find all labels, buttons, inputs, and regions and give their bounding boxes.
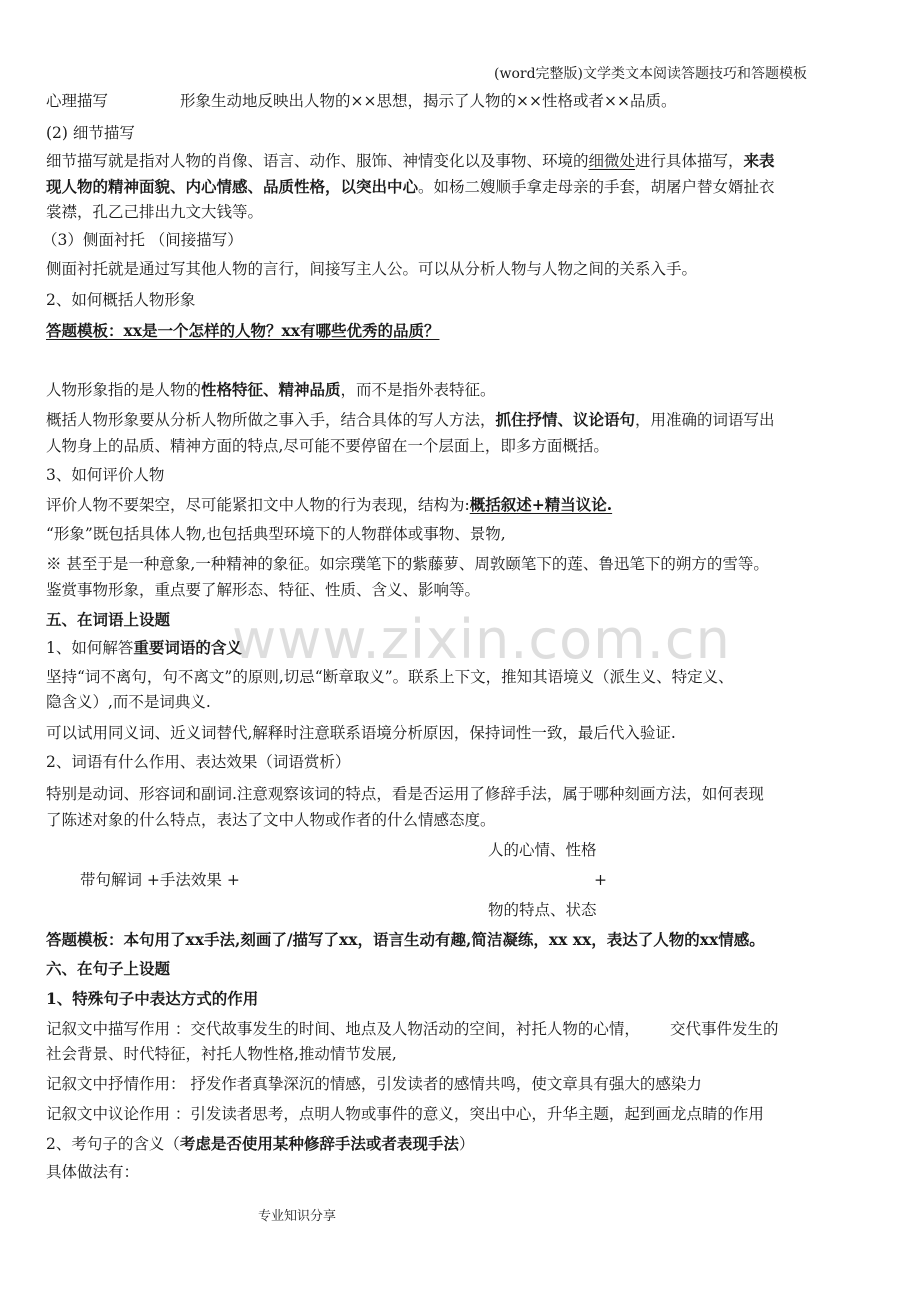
subheading: （3）侧面衬托 （间接描写） (42, 231, 243, 249)
subheading: 2、词语有什么作用、表达效果（词语赏析） (46, 753, 351, 771)
text-line: 坚持“词不离句，句不离文”的原则,切忌“断章取义”。联系上下文，推知其语境义（派生义、特定义、 (46, 668, 734, 686)
text-line: 侧面衬托就是通过写其他人物的言行，间接写主人公。可以从分析人物与人物之间的关系入手。 (46, 260, 698, 278)
text-line: 人物身上的品质、精神方面的特点,尽可能不要停留在一个层面上，即多方面概括。 (46, 437, 609, 455)
text-line: 心理描写 形象生动地反映出人物的××思想，揭示了人物的××性格或者××品质。 (46, 92, 677, 110)
text-line: 现人物的精神面貌、内心情感、品质性格，以突出中心。如杨二嫂顺手拿走母亲的手套，胡屠户替女婿扯衣 (46, 177, 775, 196)
text-line: 鉴赏事物形象，重点要了解形态、特征、性质、含义、影响等。 (46, 581, 481, 599)
watermark: www.zixin.com.cn (232, 608, 731, 671)
section-heading: 五、在词语上设题 (46, 610, 171, 629)
text-line: ※ 甚至于是一种意象,一种精神的象征。如宗璞笔下的紫藤萝、周敦颐笔下的莲、鲁迅笔下的朔方的雪等。 (46, 555, 769, 573)
text-line: 具体做法有： (46, 1163, 140, 1181)
text-line: 记叙文中议论作用 ：引发读者思考，点明人物或事件的意义，突出中心，升华主题，起到画龙点睛的作用 (46, 1105, 764, 1123)
text-line: 隐含义）,而不是词典义. (46, 693, 211, 711)
subheading: 2、如何概括人物形象 (46, 291, 196, 309)
subheading: (2) 细节描写 (46, 124, 135, 142)
text-line: 评价人物不要架空，尽可能紧扣文中人物的行为表现，结构为:概括叙述+精当议论. (46, 495, 613, 514)
text-line: “形象”既包括具体人物,也包括典型环境下的人物群体或事物、景物, (46, 525, 506, 543)
text-line: 可以试用同义词、近义词替代,解释时注意联系语境分析原因，保持词性一致，最后代入验证. (46, 724, 676, 742)
formula-left: 带句解词 +手法效果 + (80, 871, 240, 889)
page-header: (word完整版)文学类文本阅读答题技巧和答题模板 (494, 66, 807, 82)
text-line: 概括人物形象要从分析人物所做之事入手，结合具体的写人方法，抓住抒情、议论语句，用准确的词语写出 (46, 410, 775, 429)
subheading: 1、特殊句子中表达方式的作用 (46, 989, 259, 1008)
answer-template: 答题模板：本句用了xx手法,刻画了/描写了xx，语言生动有趣,简洁凝练，xx xx，表达了人物的xx情感。 (46, 930, 765, 949)
subheading: 1、如何解答重要词语的含义 (46, 638, 242, 657)
text-line: 社会背景、时代特征，衬托人物性格,推动情节发展, (46, 1045, 397, 1063)
text-line: 记叙文中描写作用 ：交代故事发生的时间、地点及人物活动的空间，衬托人物的心情， 交代事件发生的 (46, 1020, 779, 1038)
section-heading: 六、在句子上设题 (46, 959, 171, 978)
subheading: 2、考句子的含义（考虑是否使用某种修辞手法或者表现手法） (46, 1134, 475, 1153)
answer-template: 答题模板：xx是一个怎样的人物？xx有哪些优秀的品质？ (46, 321, 440, 340)
subheading: 3、如何评价人物 (46, 466, 165, 484)
text-line: 特别是动词、形容词和副词.注意观察该词的特点，看是否运用了修辞手法，属于哪种刻画方法，如何表现 (46, 785, 764, 803)
page-footer: 专业知识分享 (258, 1209, 337, 1224)
formula-bottom: 物的特点、状态 (488, 901, 597, 919)
formula-top: 人的心情、性格 (488, 841, 597, 859)
text-line: 裳襟，孔乙己排出九文大钱等。 (46, 203, 264, 221)
text-line: 细节描写就是指对人物的肖像、语言、动作、服饰、神情变化以及事物、环境的细微处进行具体描写，来表 (46, 151, 775, 170)
formula-plus: + (594, 871, 607, 889)
text-line: 人物形象指的是人物的性格特征、精神品质，而不是指外表特征。 (46, 380, 496, 399)
text-line: 了陈述对象的什么特点，表达了文中人物或作者的什么情感态度。 (46, 811, 496, 829)
text-line: 记叙文中抒情作用： 抒发作者真挚深沉的情感，引发读者的感情共鸣，使文章具有强大的感染力 (46, 1075, 702, 1093)
